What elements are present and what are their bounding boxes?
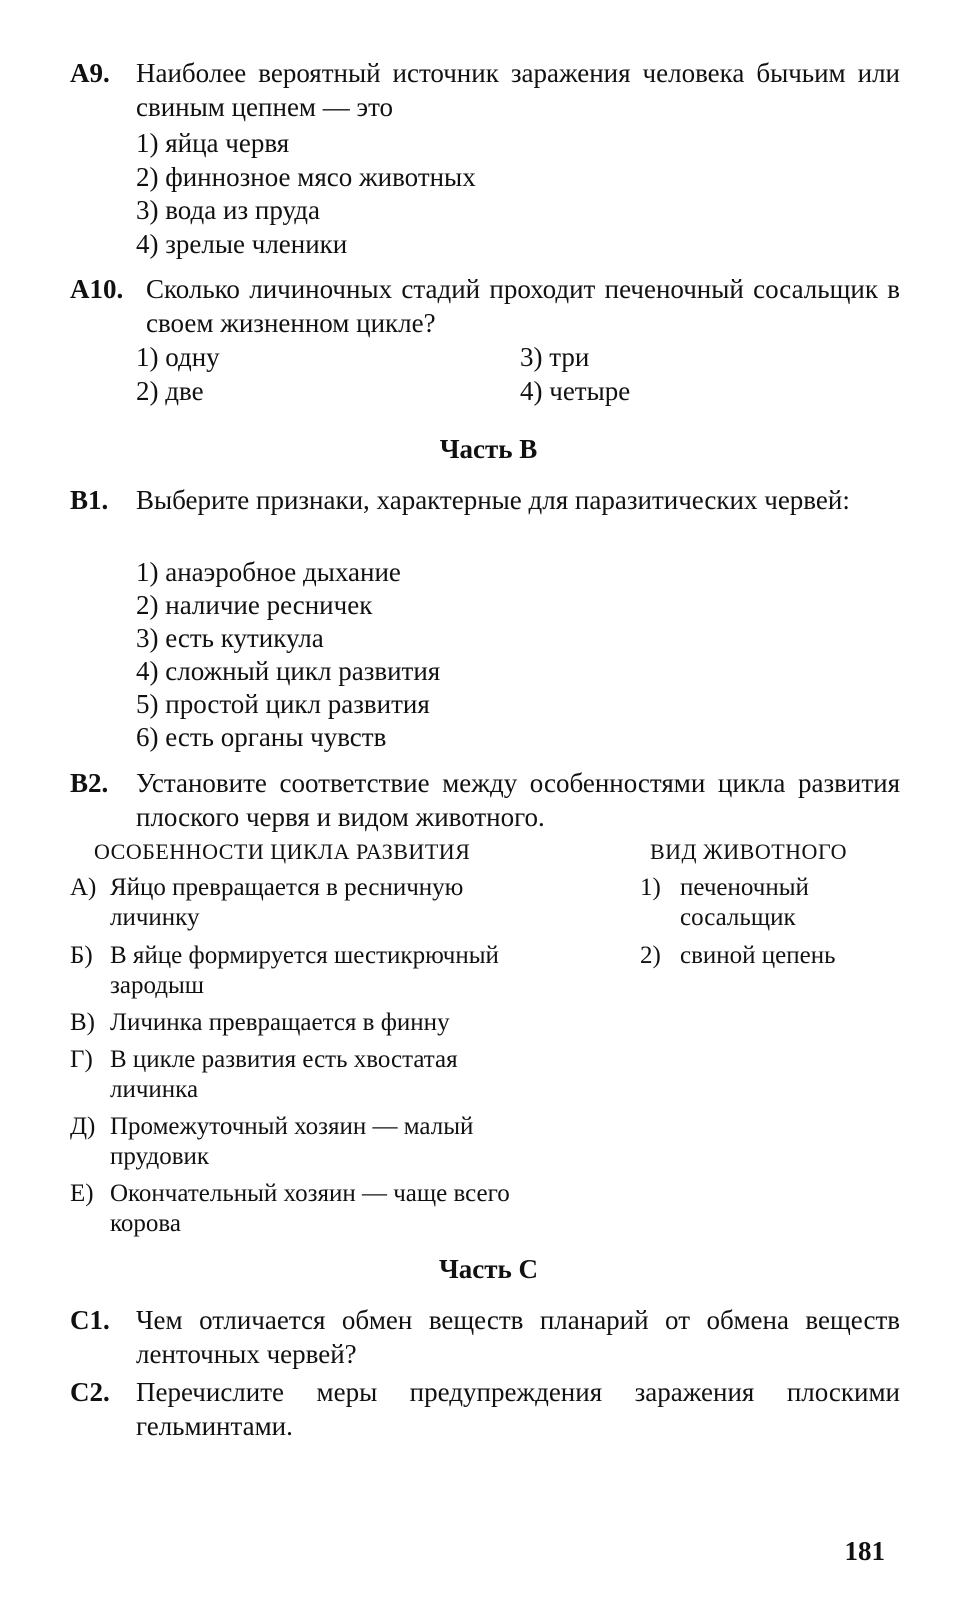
match-text: печеночный сосальщик xyxy=(680,874,809,931)
answer-option: 4) сложный цикл развития xyxy=(136,656,441,686)
question-number: В1. xyxy=(70,485,109,515)
question-number: А10. xyxy=(70,274,124,304)
question-text: Наиболее вероятный источник заражения человека бычьим или свиным цепнем — это xyxy=(136,58,900,122)
match-text: Окончательный хозяин — чаще всего корова xyxy=(110,1180,510,1237)
match-text: В яйце формируется шестикрючный зародыш xyxy=(110,942,499,999)
answer-option: 1) яйца червя xyxy=(136,128,290,158)
answer-option: 5) простой цикл развития xyxy=(136,689,430,719)
answer-option: 3) три xyxy=(520,342,590,372)
match-text: Промежуточный хозяин — малый прудовик xyxy=(110,1113,474,1170)
match-label: Д) xyxy=(70,1113,96,1140)
answer-option: 4) четыре xyxy=(520,376,631,406)
match-text: Яйцо превращается в ресничную личинку xyxy=(110,874,464,931)
question-a9 xyxy=(70,56,900,124)
question-text: Выберите признаки, характерные для паразитических червей: xyxy=(136,485,850,515)
match-text: В цикле развития есть хвостатая личинка xyxy=(110,1046,458,1103)
question-b1 xyxy=(70,483,900,517)
answer-option: 1) анаэробное дыхание xyxy=(136,557,401,587)
match-label: 1) xyxy=(640,874,661,901)
answer-option: 3) есть кутикула xyxy=(136,623,324,653)
match-label: Г) xyxy=(70,1046,93,1073)
question-text: Чем отличается обмен веществ планарий от обмена веществ ленточных червей? xyxy=(136,1305,900,1369)
match-item-left xyxy=(70,1112,550,1172)
match-item-left xyxy=(70,1179,550,1239)
match-label: А) xyxy=(70,874,97,901)
question-number: В2. xyxy=(70,768,109,798)
match-item-left xyxy=(70,1045,550,1105)
answer-option: 2) наличие ресничек xyxy=(136,590,373,620)
match-label: Б) xyxy=(70,942,93,969)
question-number: А9. xyxy=(70,58,110,88)
match-label: 2) xyxy=(640,942,661,969)
match-item-left xyxy=(70,1008,560,1038)
question-a10 xyxy=(70,272,900,340)
question-c1 xyxy=(70,1303,900,1371)
match-text: свиной цепень xyxy=(680,942,836,969)
match-label: Е) xyxy=(70,1180,94,1207)
question-number: С2. xyxy=(70,1377,110,1407)
match-item-left xyxy=(70,873,550,933)
answer-option: 6) есть органы чувств xyxy=(136,722,387,752)
answer-option: 2) две xyxy=(136,376,204,406)
match-item-right xyxy=(640,873,900,933)
column-header-features: ОСОБЕННОСТИ ЦИКЛА РАЗВИТИЯ xyxy=(94,839,471,864)
question-text: Сколько личиночных стадий проходит печеночный сосальщик в своем жизненном цикле? xyxy=(146,274,900,338)
question-b2 xyxy=(70,766,900,834)
answer-option: 3) вода из пруда xyxy=(136,195,320,225)
column-header-species: ВИД ЖИВОТНОГО xyxy=(650,839,848,864)
match-text: Личинка превращается в финну xyxy=(110,1009,450,1036)
match-item-right xyxy=(640,941,900,971)
section-heading-b: Часть В xyxy=(439,434,538,464)
question-text: Установите соответствие между особенностями цикла развития плоского червя и видом животного. xyxy=(136,768,900,832)
question-c2 xyxy=(70,1375,900,1443)
question-text: Перечислите меры предупреждения заражения плоскими гельминтами. xyxy=(136,1377,900,1441)
section-heading-c: Часть С xyxy=(438,1254,539,1284)
match-label: В) xyxy=(70,1009,95,1036)
question-number: С1. xyxy=(70,1305,110,1335)
page-number: 181 xyxy=(844,1536,885,1566)
answer-option: 2) финнозное мясо животных xyxy=(136,162,476,192)
answer-option: 4) зрелые членики xyxy=(136,229,348,259)
answer-option: 1) одну xyxy=(136,342,220,372)
match-item-left xyxy=(70,941,550,1001)
